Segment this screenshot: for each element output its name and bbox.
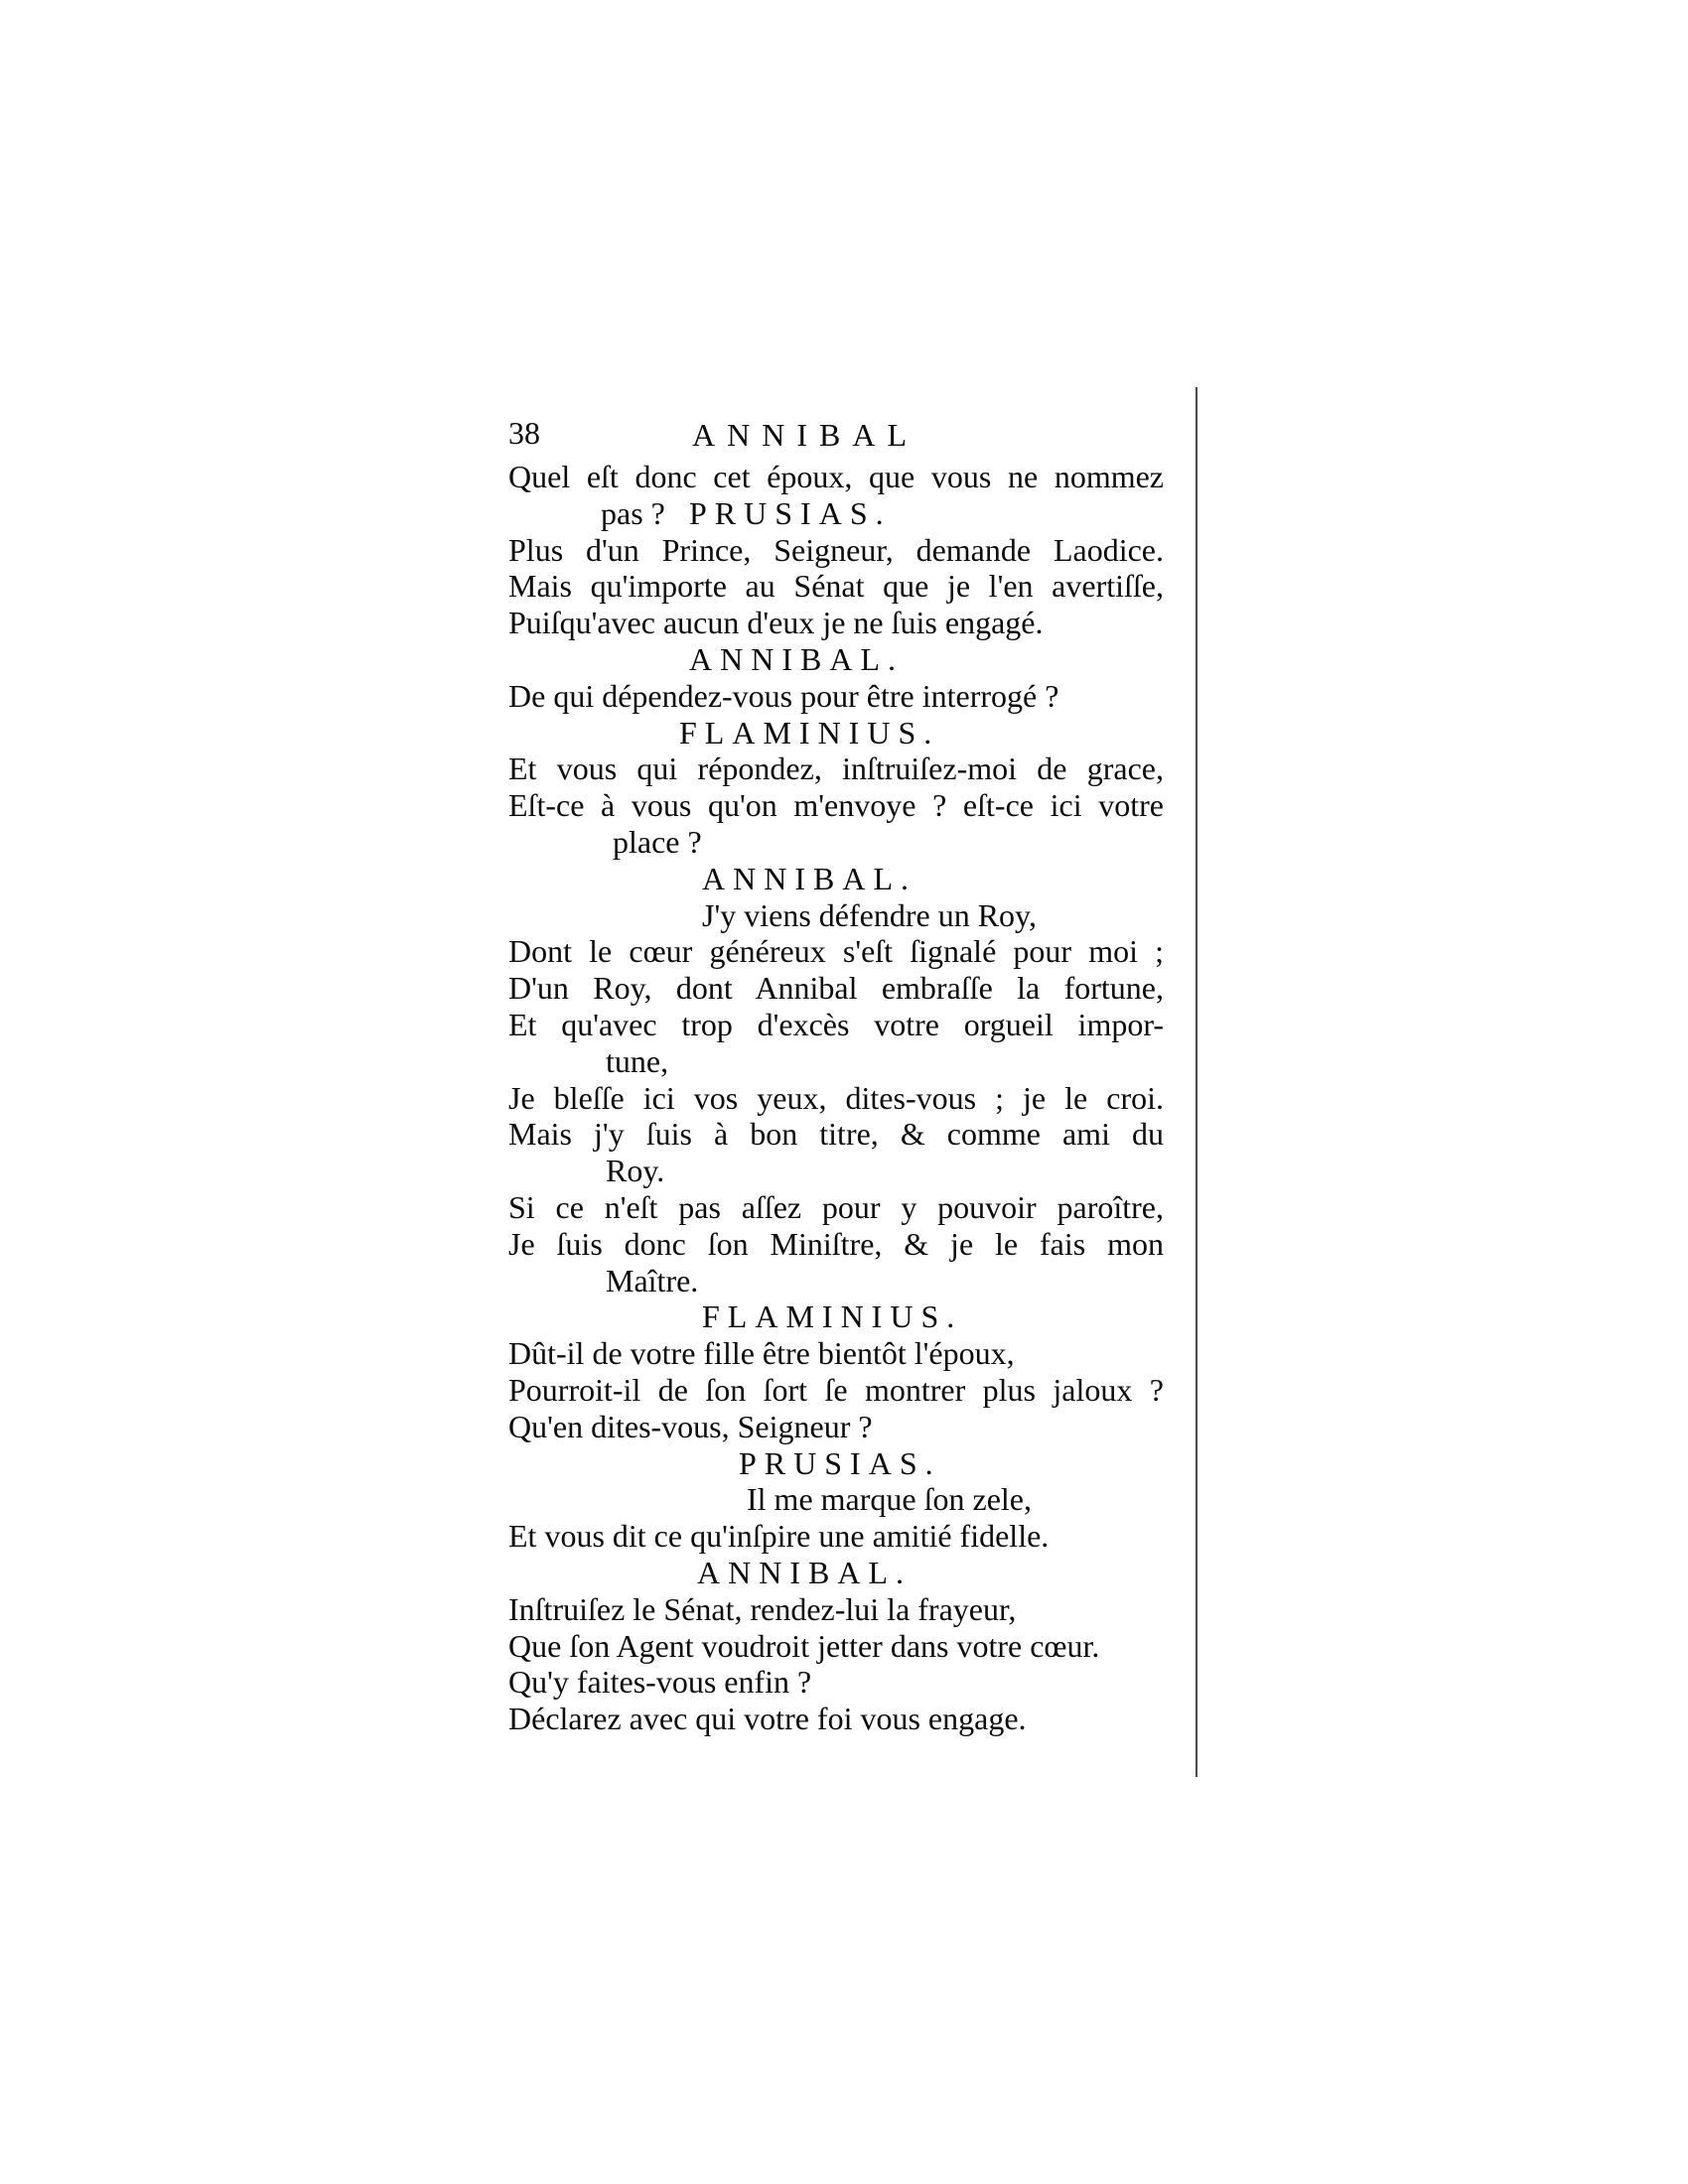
page-edge-rule: [1196, 387, 1197, 1777]
verse-line: Roy.: [606, 1153, 665, 1189]
verse-line: Plus d'un Prince, Seigneur, demande Laodice.: [508, 531, 1164, 568]
verse-line: pas ?: [601, 494, 665, 531]
verse-line: tune,: [606, 1042, 669, 1079]
verse-line: Je bleſſe ici vos yeux, dites-vous ; je le croi.: [508, 1079, 1164, 1116]
verse-line: De qui dépendez-vous pour être interrogé ?: [508, 677, 1059, 714]
speaker-name: PRUSIAS.: [689, 494, 892, 531]
verse-line: Eſt-ce à vous qu'on m'envoye ? eſt-ce ici votre: [508, 787, 1164, 824]
verse-line: Dont le cœur généreux s'eſt ſignalé pour moi ;: [508, 933, 1164, 970]
verse-line: Je ſuis donc ſon Miniſtre, & je le fais mon: [508, 1225, 1164, 1262]
speaker-name: ANNIBAL.: [702, 860, 916, 896]
verse-line: Qu'y faites-vous enfin ?: [508, 1664, 812, 1701]
speaker-name: ANNIBAL.: [689, 640, 904, 677]
verse-line: D'un Roy, dont Annibal embraſſe la fortune,: [508, 970, 1164, 1007]
verse-line: J'y viens défendre un Roy,: [702, 896, 1037, 933]
speaker-name: FLAMINIUS.: [702, 1298, 963, 1335]
verse-line: Que ſon Agent voudroit jetter dans votre cœur.: [508, 1627, 1100, 1664]
running-head: [508, 415, 1164, 459]
verse-line: Si ce n'eſt pas aſſez pour y pouvoir paroître,: [508, 1188, 1164, 1225]
verse-line: Et qu'avec trop d'excès votre orgueil impor-: [508, 1006, 1164, 1042]
speaker-name: ANNIBAL.: [697, 1554, 912, 1590]
verse-line: Et vous dit ce qu'inſpire une amitié fidelle.: [508, 1518, 1050, 1555]
verse-line: Quel eſt donc cet époux, que vous ne nommez: [508, 459, 1164, 494]
verse-line: Dût-il de votre fille être bientôt l'époux,: [508, 1335, 1015, 1372]
page-text-block: [508, 415, 1164, 1737]
running-title: ANNIBAL: [692, 417, 918, 453]
verse-line: Puiſqu'avec aucun d'eux je ne ſuis engagé.: [508, 605, 1044, 641]
verse-line: Maître.: [606, 1262, 699, 1298]
verse-line: Qu'en dites-vous, Seigneur ?: [508, 1408, 873, 1444]
verse-line: Et vous qui répondez, inſtruiſez-moi de grace,: [508, 751, 1164, 787]
verse-line: place ?: [613, 823, 702, 860]
verse-line: Déclarez avec qui votre foi vous engage.: [508, 1701, 1027, 1737]
verse-line: Pourroit-il de ſon ſort ſe montrer plus jaloux ?: [508, 1371, 1164, 1408]
page-number: 38: [508, 415, 540, 451]
verse-line: Mais qu'importe au Sénat que je l'en avertiſſe,: [508, 568, 1164, 605]
verse-line: Il me marque ſon zele,: [747, 1481, 1032, 1518]
speaker-name: PRUSIAS.: [739, 1444, 941, 1481]
verse-line: Mais j'y ſuis à bon titre, & comme ami du: [508, 1116, 1164, 1153]
verse-line: Inſtruiſez le Sénat, rendez-lui la frayeur,: [508, 1590, 1017, 1627]
speaker-name: FLAMINIUS.: [679, 714, 940, 751]
